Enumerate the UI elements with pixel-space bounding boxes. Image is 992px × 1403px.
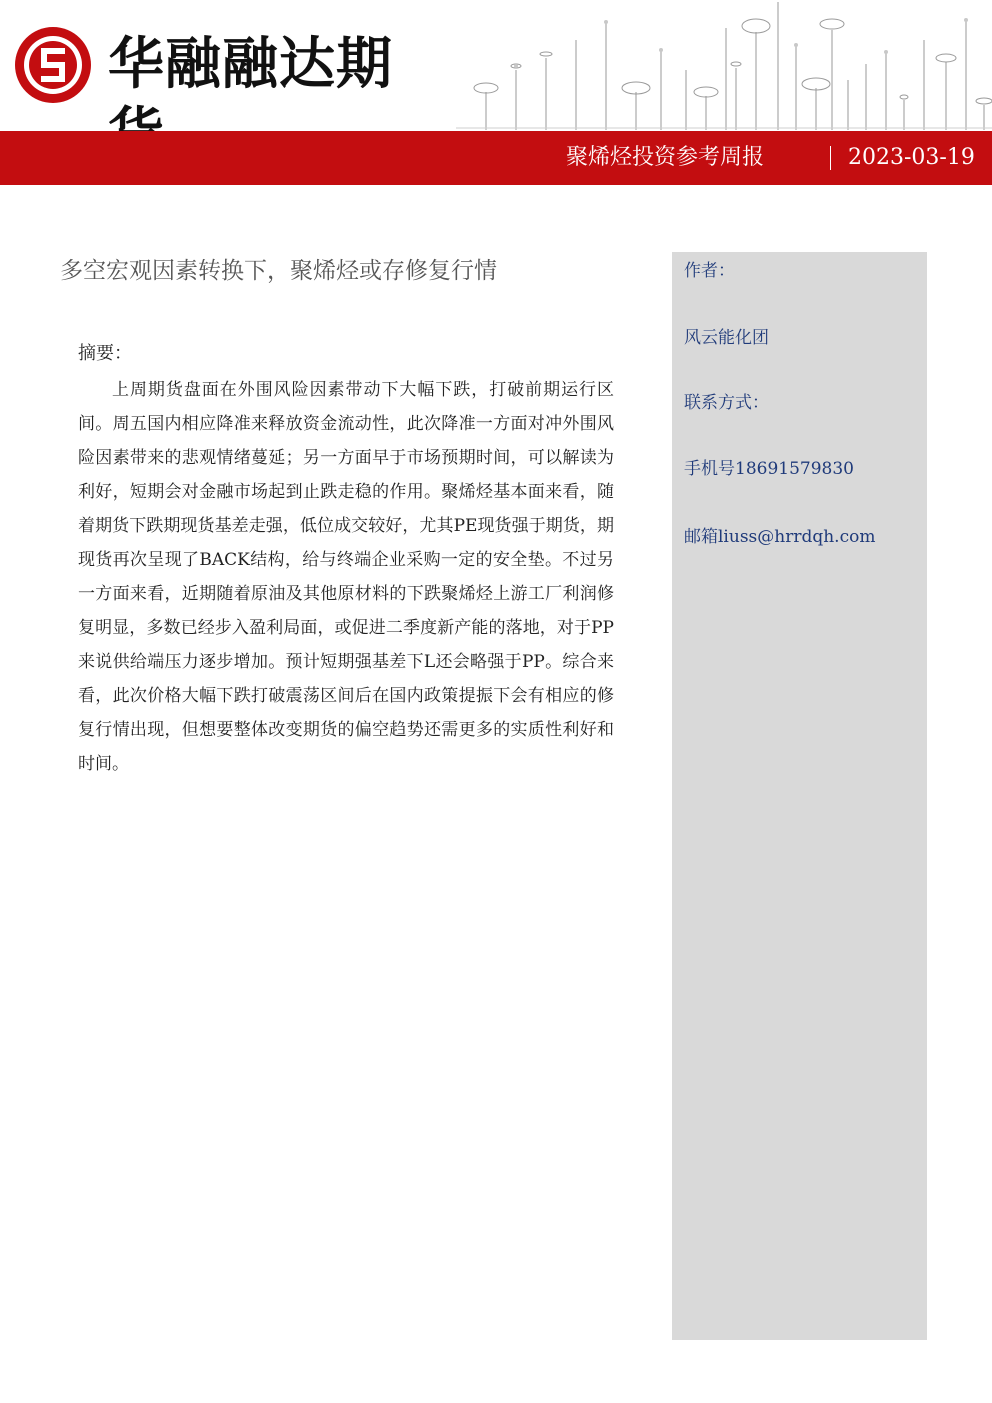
- author-label: 作者：: [684, 261, 735, 281]
- report-date: 2023-03-19: [848, 145, 975, 170]
- phone-number: 手机号18691579830: [684, 459, 854, 479]
- logo-icon: [12, 24, 94, 106]
- company-name: 华融融达期: [108, 32, 393, 97]
- header-banner: [0, 131, 992, 185]
- banner-divider: [830, 146, 831, 170]
- report-title: 聚烯烃投资参考周报: [566, 145, 765, 170]
- company-logo: [12, 24, 442, 110]
- article-headline: 多空宏观因素转换下，聚烯烃或存修复行情: [60, 258, 497, 284]
- contact-label: 联系方式：: [684, 393, 769, 413]
- abstract-body: 上周期货盘面在外围风险因素带动下大幅下跌，打破前期运行区间。周五国内相应降准来释放资金流动性，此次降准一方面对冲外围风险因素带来的悲观情绪蔓延；另一方面早于市场预期时间，可以解读为利好，短期会对金融市场起到止跌走稳的作用。聚烯烃基本面来看，随着期货下跌期现货基差走强，低位成交较好，尤其PE现货强于期货，期现货再次呈现了BACK结构，给与终端企业采购一定的安全垫。不过另一方面来看，近期随着原油及其他原材料的下跌聚烯烃上游工厂利润修复明显，多数已经步入盈利局面，或促进二季度新产能的落地，对于PP来说供给端压力逐步增加。预计短期强基差下L还会略强于PP。综合来看，此次价格大幅下跌打破震荡区间后在国内政策提振下会有相应的修复行情出现，但想要整体改变期货的偏空趋势还需更多的实质性利好和时间。: [78, 380, 614, 774]
- author-name: 风云能化团: [684, 328, 769, 348]
- email-address[interactable]: 邮箱liuss@hrrdqh.com: [684, 527, 876, 547]
- abstract-label: 摘要：: [78, 343, 132, 364]
- decorative-bubbles-graphic: [456, 0, 992, 130]
